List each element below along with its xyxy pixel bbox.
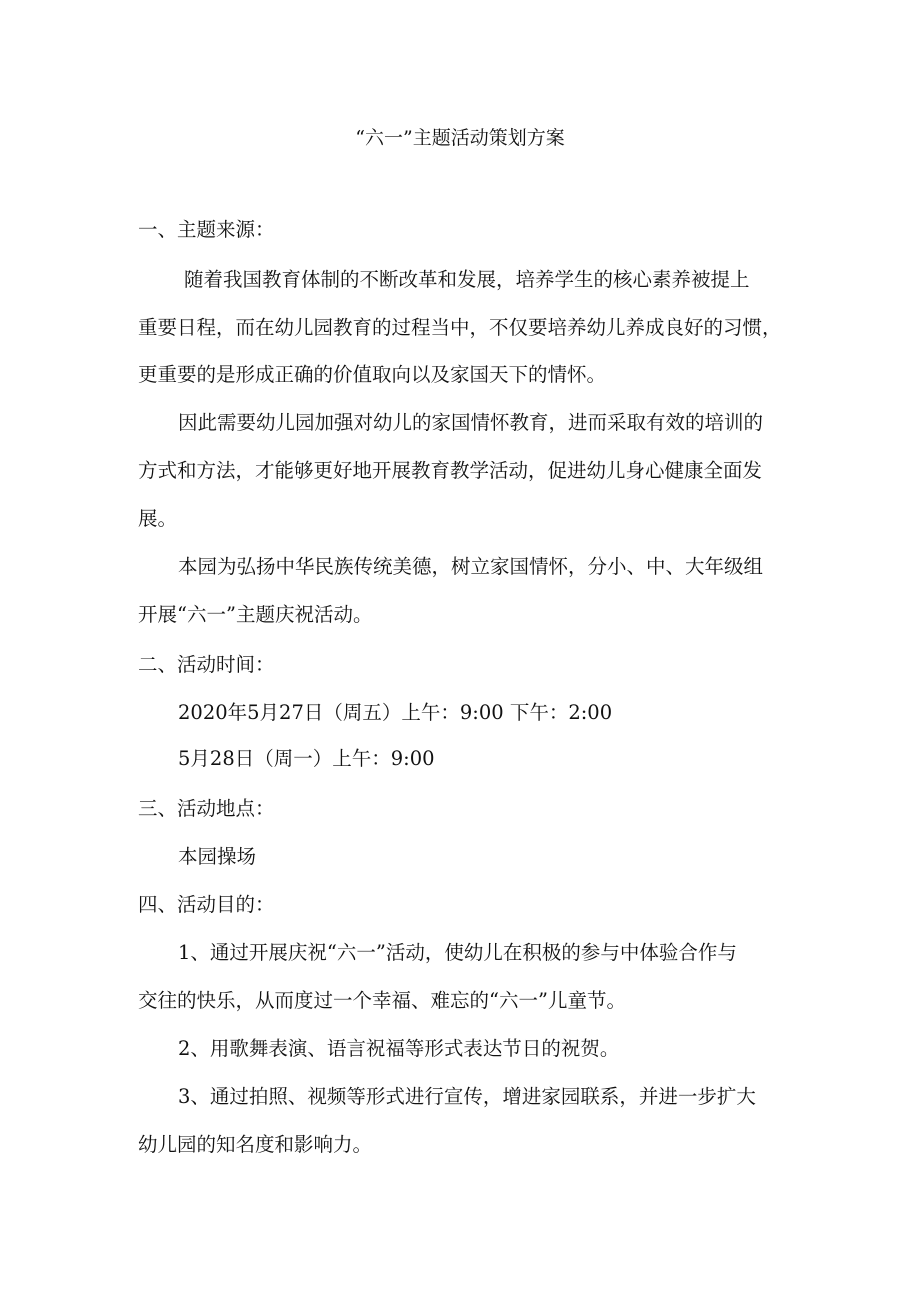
activity-time-line-1: 2020年5月27日（周五）上午：9:00 下午：2:00 — [178, 701, 613, 724]
purpose-item-1-line-2: 交往的快乐，从而度过一个幸福、难忘的“六一”儿童节。 — [138, 989, 626, 1012]
section-4-heading: 四、活动目的： — [138, 893, 275, 916]
section-1-paragraph-2-line-2: 方式和方法，才能够更好地开展教育教学活动，促进幼儿身心健康全面发 — [138, 459, 763, 482]
section-1-heading: 一、主题来源： — [138, 218, 275, 241]
activity-time-line-2: 5月28日（周一）上午：9:00 — [178, 747, 435, 770]
purpose-item-2: 2、用歌舞表演、语言祝福等形式表达节日的祝贺。 — [178, 1037, 620, 1060]
section-1-paragraph-2-line-3: 展。 — [138, 507, 178, 530]
section-2-heading: 二、活动时间： — [138, 653, 275, 676]
section-3-heading: 三、活动地点： — [138, 797, 275, 820]
purpose-item-1-line-1: 1、通过开展庆祝“六一”活动，使幼儿在积极的参与中体验合作与 — [178, 941, 737, 964]
purpose-item-3-line-2: 幼儿园的知名度和影响力。 — [138, 1133, 373, 1156]
section-1-paragraph-1-line-3: 更重要的是形成正确的价值取向以及家国天下的情怀。 — [138, 363, 607, 386]
section-1-paragraph-1-line-2: 重要日程，而在幼儿园教育的过程当中，不仅要培养幼儿养成良好的习惯， — [138, 316, 782, 339]
purpose-item-3-line-1: 3、通过拍照、视频等形式进行宣传，增进家园联系，并进一步扩大 — [178, 1085, 756, 1108]
document-title: “六一”主题活动策划方案 — [355, 127, 565, 149]
section-1-paragraph-2-line-1: 因此需要幼儿园加强对幼儿的家国情怀教育，进而采取有效的培训的 — [178, 411, 764, 434]
section-1-paragraph-1-line-1: 随着我国教育体制的不断改革和发展，培养学生的核心素养被提上 — [184, 268, 750, 291]
section-1-paragraph-3-line-2: 开展“六一”主题庆祝活动。 — [138, 603, 373, 626]
section-1-paragraph-3-line-1: 本园为弘扬中华民族传统美德，树立家国情怀，分小、中、大年级组 — [178, 555, 764, 578]
activity-location: 本园操场 — [178, 845, 257, 868]
